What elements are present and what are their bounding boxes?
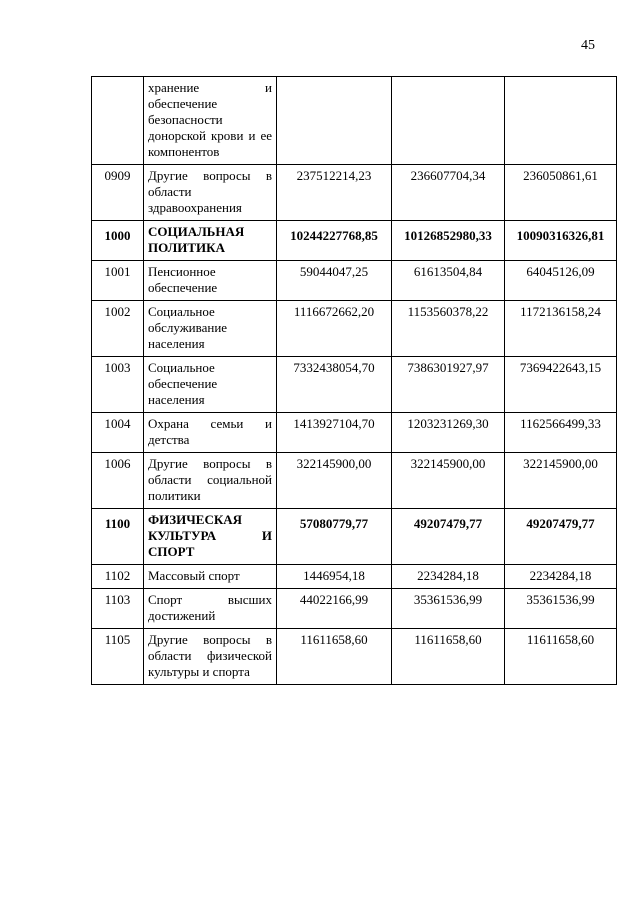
table-row — [92, 565, 617, 589]
amount-year2-cell: 236607704,34 — [392, 165, 505, 221]
section-code-cell: 1004 — [92, 413, 144, 453]
amount-year2-cell — [392, 77, 505, 165]
amount-year1-cell: 1116672662,20 — [277, 301, 392, 357]
amount-year1-cell: 1413927104,70 — [277, 413, 392, 453]
table-row — [92, 221, 617, 261]
amount-year1-cell: 7332438054,70 — [277, 357, 392, 413]
table-row — [92, 77, 617, 165]
amount-year1-cell: 11611658,60 — [277, 629, 392, 685]
amount-year3-cell: 2234284,18 — [505, 565, 617, 589]
table-row — [92, 301, 617, 357]
amount-year3-cell: 236050861,61 — [505, 165, 617, 221]
amount-year2-cell: 2234284,18 — [392, 565, 505, 589]
amount-year1-cell: 10244227768,85 — [277, 221, 392, 261]
table-row — [92, 509, 617, 565]
section-code-cell: 1001 — [92, 261, 144, 301]
section-code-cell: 1100 — [92, 509, 144, 565]
budget-table — [91, 76, 617, 685]
amount-year3-cell: 11611658,60 — [505, 629, 617, 685]
amount-year2-cell: 35361536,99 — [392, 589, 505, 629]
section-code-cell: 1003 — [92, 357, 144, 413]
amount-year1-cell: 322145900,00 — [277, 453, 392, 509]
section-code-cell: 0909 — [92, 165, 144, 221]
amount-year3-cell: 10090316326,81 — [505, 221, 617, 261]
amount-year3-cell: 322145900,00 — [505, 453, 617, 509]
table-row — [92, 357, 617, 413]
section-code-cell: 1105 — [92, 629, 144, 685]
amount-year2-cell: 1203231269,30 — [392, 413, 505, 453]
amount-year3-cell: 49207479,77 — [505, 509, 617, 565]
amount-year1-cell: 237512214,23 — [277, 165, 392, 221]
section-code-cell — [92, 77, 144, 165]
amount-year1-cell: 57080779,77 — [277, 509, 392, 565]
amount-year3-cell: 7369422643,15 — [505, 357, 617, 413]
amount-year1-cell — [277, 77, 392, 165]
section-name-cell: Спорт высших достижений — [144, 589, 277, 629]
section-code-cell: 1002 — [92, 301, 144, 357]
table-row — [92, 629, 617, 685]
table-row — [92, 453, 617, 509]
section-name-cell: Социальное обеспечение населения — [144, 357, 277, 413]
table-row — [92, 165, 617, 221]
section-name-cell: Пенсионное обеспечение — [144, 261, 277, 301]
section-name-cell: Другие вопросы в области социальной политики — [144, 453, 277, 509]
section-code-cell: 1000 — [92, 221, 144, 261]
section-name-cell: ФИЗИЧЕСКАЯ КУЛЬТУРА И СПОРТ — [144, 509, 277, 565]
amount-year3-cell — [505, 77, 617, 165]
section-name-cell: СОЦИАЛЬНАЯ ПОЛИТИКА — [144, 221, 277, 261]
amount-year2-cell: 1153560378,22 — [392, 301, 505, 357]
amount-year2-cell: 49207479,77 — [392, 509, 505, 565]
table-row — [92, 413, 617, 453]
page-number: 45 — [581, 38, 595, 53]
amount-year3-cell: 1172136158,24 — [505, 301, 617, 357]
section-name-cell: Другие вопросы в области физической культуры и спорта — [144, 629, 277, 685]
amount-year2-cell: 61613504,84 — [392, 261, 505, 301]
section-name-cell: Массовый спорт — [144, 565, 277, 589]
section-code-cell: 1102 — [92, 565, 144, 589]
table-row — [92, 261, 617, 301]
section-name-cell: хранение и обеспечение безопасности донорской крови и ее компонентов — [144, 77, 277, 165]
section-name-cell: Охрана семьи и детства — [144, 413, 277, 453]
amount-year3-cell: 35361536,99 — [505, 589, 617, 629]
amount-year2-cell: 10126852980,33 — [392, 221, 505, 261]
amount-year2-cell: 7386301927,97 — [392, 357, 505, 413]
section-code-cell: 1103 — [92, 589, 144, 629]
budget-table-body — [92, 77, 617, 685]
amount-year2-cell: 11611658,60 — [392, 629, 505, 685]
amount-year3-cell: 64045126,09 — [505, 261, 617, 301]
amount-year1-cell: 1446954,18 — [277, 565, 392, 589]
section-name-cell: Социальное обслуживание населения — [144, 301, 277, 357]
amount-year1-cell: 44022166,99 — [277, 589, 392, 629]
section-code-cell: 1006 — [92, 453, 144, 509]
amount-year2-cell: 322145900,00 — [392, 453, 505, 509]
amount-year1-cell: 59044047,25 — [277, 261, 392, 301]
section-name-cell: Другие вопросы в области здравоохранения — [144, 165, 277, 221]
table-row — [92, 589, 617, 629]
amount-year3-cell: 1162566499,33 — [505, 413, 617, 453]
